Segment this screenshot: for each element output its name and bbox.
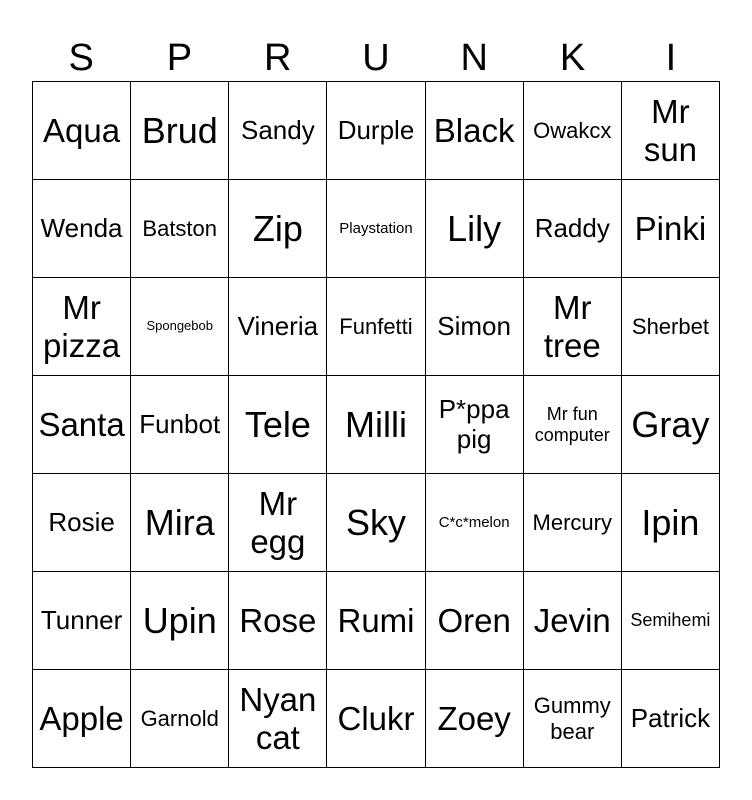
header-letter-s: S xyxy=(68,37,94,79)
bingo-cell: Durple xyxy=(327,82,425,180)
bingo-cell: Sky xyxy=(327,474,425,572)
bingo-cell: Gummy bear xyxy=(524,670,622,768)
header-letter-p: P xyxy=(166,37,193,79)
bingo-cell: Rumi xyxy=(327,572,425,670)
bingo-cell: Semihemi xyxy=(622,572,720,670)
bingo-cell: Clukr xyxy=(327,670,425,768)
bingo-cell: Garnold xyxy=(131,670,229,768)
bingo-cell: Funbot xyxy=(131,376,229,474)
bingo-cell: Lily xyxy=(426,180,524,278)
bingo-cell: Batston xyxy=(131,180,229,278)
bingo-cell: Zoey xyxy=(426,670,524,768)
bingo-header xyxy=(32,36,720,80)
header-letter-u: U xyxy=(362,37,390,79)
bingo-cell: Owakcx xyxy=(524,82,622,180)
bingo-cell: Patrick xyxy=(622,670,720,768)
bingo-cell: Sherbet xyxy=(622,278,720,376)
bingo-cell: Mr tree xyxy=(524,278,622,376)
bingo-cell: Apple xyxy=(33,670,131,768)
bingo-cell: Black xyxy=(426,82,524,180)
bingo-cell: Upin xyxy=(131,572,229,670)
bingo-cell: Tunner xyxy=(33,572,131,670)
bingo-cell: Mr pizza xyxy=(33,278,131,376)
header-letter-k: K xyxy=(559,37,586,79)
header-letter-r: R xyxy=(263,37,292,79)
header-letter-n: N xyxy=(460,37,488,79)
bingo-cell: Rosie xyxy=(33,474,131,572)
bingo-cell: P*ppa pig xyxy=(426,376,524,474)
bingo-cell: Milli xyxy=(327,376,425,474)
bingo-cell: Ipin xyxy=(622,474,720,572)
header-letter-i: I xyxy=(665,37,677,79)
bingo-cell: Mira xyxy=(131,474,229,572)
bingo-cell: Jevin xyxy=(524,572,622,670)
bingo-cell: C*c*melon xyxy=(426,474,524,572)
bingo-cell: Raddy xyxy=(524,180,622,278)
bingo-cell: Nyan cat xyxy=(229,670,327,768)
bingo-cell: Mr fun computer xyxy=(524,376,622,474)
bingo-cell: Mr sun xyxy=(622,82,720,180)
bingo-cell: Playstation xyxy=(327,180,425,278)
bingo-cell: Zip xyxy=(229,180,327,278)
bingo-cell: Mr egg xyxy=(229,474,327,572)
bingo-cell: Aqua xyxy=(33,82,131,180)
bingo-cell: Pinki xyxy=(622,180,720,278)
bingo-cell: Mercury xyxy=(524,474,622,572)
bingo-cell: Sandy xyxy=(229,82,327,180)
bingo-cell: Brud xyxy=(131,82,229,180)
bingo-cell: Santa xyxy=(33,376,131,474)
bingo-cell: Oren xyxy=(426,572,524,670)
bingo-cell: Tele xyxy=(229,376,327,474)
bingo-grid xyxy=(32,81,720,768)
bingo-cell: Vineria xyxy=(229,278,327,376)
bingo-cell: Rose xyxy=(229,572,327,670)
bingo-cell: Wenda xyxy=(33,180,131,278)
bingo-cell: Spongebob xyxy=(131,278,229,376)
bingo-cell: Gray xyxy=(622,376,720,474)
bingo-cell: Funfetti xyxy=(327,278,425,376)
bingo-cell: Simon xyxy=(426,278,524,376)
